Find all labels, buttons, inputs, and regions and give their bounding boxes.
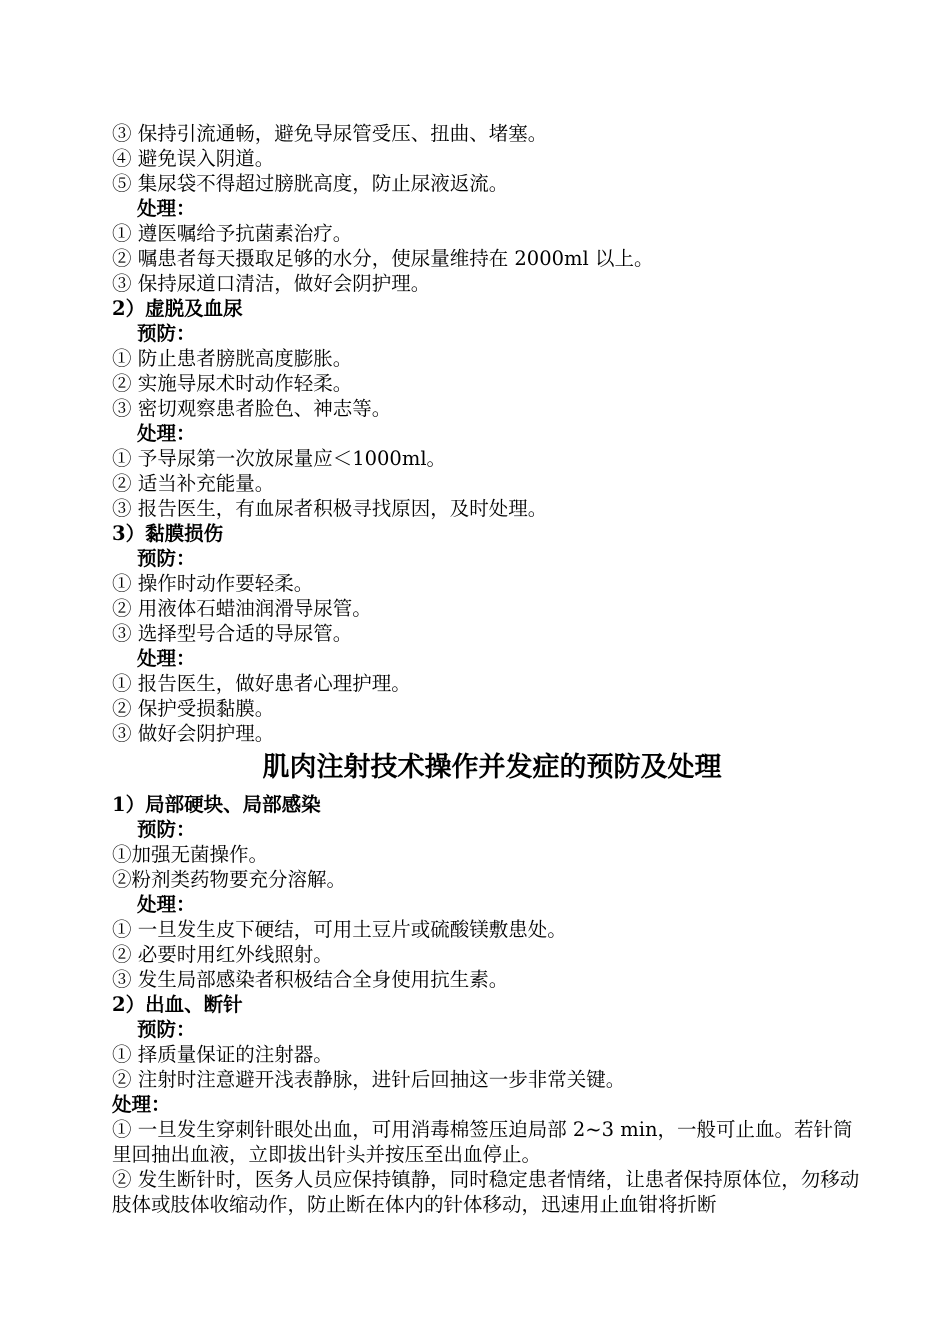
- list-item: ③ 密切观察患者脸色、神志等。: [112, 397, 392, 420]
- treatment-label: 处理：: [112, 1093, 171, 1116]
- section-heading: 2）出血、断针: [112, 993, 243, 1016]
- prevention-label: 预防：: [137, 547, 196, 570]
- list-item: ① 报告医生，做好患者心理护理。: [112, 672, 411, 695]
- list-item: ④ 避免误入阴道。: [112, 147, 275, 170]
- list-item: ③ 保持引流通畅，避免导尿管受压、扭曲、堵塞。: [112, 122, 548, 145]
- list-item: ⑤ 集尿袋不得超过膀胱高度，防止尿液返流。: [112, 172, 509, 195]
- treatment-label: 处理：: [137, 893, 196, 916]
- treatment-label: 处理：: [137, 197, 196, 220]
- list-item: ③ 保持尿道口清洁，做好会阴护理。: [112, 272, 431, 295]
- list-item: ①加强无菌操作。: [112, 843, 269, 866]
- list-item: ③ 报告医生，有血尿者积极寻找原因，及时处理。: [112, 497, 548, 520]
- list-item: ③ 选择型号合适的导尿管。: [112, 622, 353, 645]
- section-heading: 2）虚脱及血尿: [112, 297, 243, 320]
- section-heading: 3）黏膜损伤: [112, 522, 224, 545]
- prevention-label: 预防：: [137, 1018, 196, 1041]
- section-heading: 1）局部硬块、局部感染: [112, 793, 321, 816]
- list-item: ② 适当补充能量。: [112, 472, 275, 495]
- list-item: ② 实施导尿术时动作轻柔。: [112, 372, 353, 395]
- chapter-title: 肌肉注射技术操作并发症的预防及处理: [262, 752, 722, 783]
- list-item: ②粉剂类药物要充分溶解。: [112, 868, 347, 891]
- list-item: ③ 发生局部感染者积极结合全身使用抗生素。: [112, 968, 509, 991]
- list-item: ① 一旦发生皮下硬结，可用土豆片或硫酸镁敷患处。: [112, 918, 567, 941]
- list-item: ③ 做好会阴护理。: [112, 722, 275, 745]
- list-item: ① 予导尿第一次放尿量应＜1000ml。: [112, 447, 447, 470]
- list-item: ② 嘱患者每天摄取足够的水分，使尿量维持在 2000ml 以上。: [112, 247, 654, 270]
- prevention-label: 预防：: [137, 818, 196, 841]
- treatment-label: 处理：: [137, 422, 196, 445]
- treatment-label: 处理：: [137, 647, 196, 670]
- list-item: ① 遵医嘱给予抗菌素治疗。: [112, 222, 353, 245]
- list-item: ① 防止患者膀胱高度膨胀。: [112, 347, 353, 370]
- list-item: ② 用液体石蜡油润滑导尿管。: [112, 597, 372, 620]
- document-page: [112, 121, 872, 1217]
- list-item: ② 必要时用红外线照射。: [112, 943, 333, 966]
- paragraph: ② 发生断针时，医务人员应保持镇静，同时稳定患者情绪，让患者保持原体位，勿移动肢体或肢体收缩动作，防止断在体内的针体移动，迅速用止血钳将折断: [112, 1168, 860, 1216]
- list-item: ② 保护受损黏膜。: [112, 697, 275, 720]
- paragraph: ① 一旦发生穿刺针眼处出血，可用消毒棉签压迫局部 2~3 min，一般可止血。若针筒里回抽出血液，立即拔出针头并按压至出血停止。: [112, 1118, 853, 1166]
- list-item: ① 操作时动作要轻柔。: [112, 572, 314, 595]
- list-item: ② 注射时注意避开浅表静脉，进针后回抽这一步非常关键。: [112, 1068, 626, 1091]
- prevention-label: 预防：: [137, 322, 196, 345]
- list-item: ① 择质量保证的注射器。: [112, 1043, 333, 1066]
